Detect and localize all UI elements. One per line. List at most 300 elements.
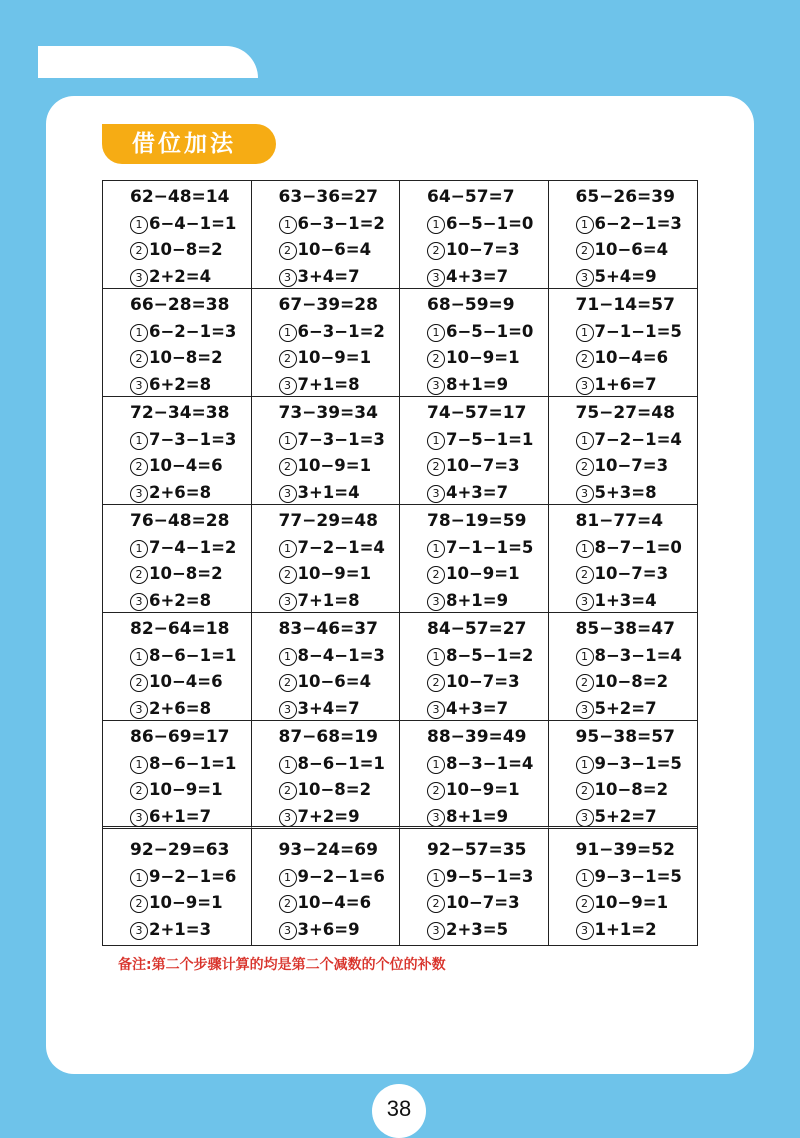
problem-equation: 76−48=28 xyxy=(130,511,230,531)
step-expression: 10−9=1 xyxy=(297,456,372,475)
step-line xyxy=(427,211,548,238)
top-tab-decoration xyxy=(38,46,258,78)
step-line xyxy=(576,372,698,399)
problem-cell xyxy=(400,721,549,829)
step-expression: 10−8=2 xyxy=(149,240,223,259)
step-line xyxy=(576,345,698,372)
step-line xyxy=(427,237,548,264)
step-expression: 8−7−1=0 xyxy=(594,537,682,557)
step-number-marker: 2 xyxy=(279,782,297,800)
step-line xyxy=(279,864,400,891)
step-expression: 10−8=2 xyxy=(594,672,669,691)
step-line xyxy=(279,319,400,346)
step-line xyxy=(130,890,251,917)
step-line xyxy=(576,561,698,588)
step-number-marker: 3 xyxy=(130,593,148,611)
step-number-marker: 3 xyxy=(576,377,594,395)
step-line xyxy=(130,864,251,891)
step-expression: 7−3−1=3 xyxy=(297,429,385,449)
step-line xyxy=(279,588,400,615)
problem-equation: 92−57=35 xyxy=(427,840,527,860)
footnote: 备注:第二个步骤计算的均是第二个减数的个位的补数 xyxy=(118,957,446,973)
problem-cell xyxy=(252,505,401,613)
problem-cell xyxy=(400,829,549,945)
step-line xyxy=(576,804,698,831)
step-expression: 5+3=8 xyxy=(594,482,657,502)
step-line xyxy=(427,669,548,696)
step-line xyxy=(279,237,400,264)
problem-equation: 73−39=34 xyxy=(278,403,378,423)
step-line xyxy=(427,751,548,778)
step-expression: 9−2−1=6 xyxy=(297,866,385,886)
step-expression: 7+2=9 xyxy=(297,806,360,826)
step-number-marker: 2 xyxy=(427,350,445,368)
step-expression: 3+4=7 xyxy=(297,266,360,286)
step-line xyxy=(576,453,698,480)
problem-cell xyxy=(549,505,698,613)
step-number-marker: 2 xyxy=(279,674,297,692)
step-number-marker: 1 xyxy=(279,648,297,666)
step-number-marker: 2 xyxy=(279,895,297,913)
worksheet-title: 借位加法 xyxy=(102,124,276,164)
step-line xyxy=(427,453,548,480)
step-number-marker: 3 xyxy=(427,922,445,940)
step-expression: 2+6=8 xyxy=(149,482,212,502)
step-number-marker: 1 xyxy=(130,216,148,234)
step-number-marker: 3 xyxy=(576,701,594,719)
step-expression: 10−8=2 xyxy=(149,348,223,367)
problem-equation: 68−59=9 xyxy=(427,295,515,315)
step-number-marker: 1 xyxy=(279,324,297,342)
step-number-marker: 1 xyxy=(576,432,594,450)
problem-equation: 75−27=48 xyxy=(575,403,675,423)
step-expression: 7−1−1=5 xyxy=(446,537,534,557)
problem-equation: 84−57=27 xyxy=(427,619,527,639)
step-expression: 9−2−1=6 xyxy=(149,866,237,886)
step-number-marker: 1 xyxy=(427,540,445,558)
step-line xyxy=(130,319,251,346)
step-line xyxy=(279,535,400,562)
step-expression: 10−7=3 xyxy=(446,240,520,259)
step-line xyxy=(576,890,698,917)
step-expression: 7−1−1=5 xyxy=(594,321,682,341)
step-expression: 6+2=8 xyxy=(149,374,212,394)
step-number-marker: 2 xyxy=(279,242,297,260)
step-number-marker: 3 xyxy=(427,485,445,503)
step-number-marker: 3 xyxy=(576,593,594,611)
step-expression: 5+2=7 xyxy=(594,806,657,826)
step-number-marker: 3 xyxy=(427,701,445,719)
step-expression: 5+2=7 xyxy=(594,698,657,718)
problem-cell xyxy=(252,289,401,397)
step-number-marker: 1 xyxy=(130,869,148,887)
step-number-marker: 3 xyxy=(130,485,148,503)
step-expression: 1+1=2 xyxy=(594,919,657,939)
step-expression: 5+4=9 xyxy=(594,266,657,286)
step-line xyxy=(130,804,251,831)
step-expression: 2+2=4 xyxy=(149,266,212,286)
step-expression: 10−4=6 xyxy=(594,348,669,367)
step-line xyxy=(279,777,400,804)
step-number-marker: 1 xyxy=(576,216,594,234)
step-line xyxy=(130,588,251,615)
step-expression: 10−7=3 xyxy=(594,564,669,583)
step-expression: 4+3=7 xyxy=(446,266,509,286)
problem-equation: 67−39=28 xyxy=(278,295,378,315)
step-expression: 10−9=1 xyxy=(446,564,520,583)
problem-equation: 65−26=39 xyxy=(575,187,675,207)
step-expression: 7−2−1=4 xyxy=(297,537,385,557)
problem-equation: 91−39=52 xyxy=(575,840,675,860)
step-number-marker: 2 xyxy=(576,566,594,584)
step-line xyxy=(279,643,400,670)
step-expression: 9−3−1=5 xyxy=(594,753,682,773)
step-line xyxy=(427,480,548,507)
step-expression: 10−9=1 xyxy=(149,893,223,912)
step-line xyxy=(427,917,548,944)
step-line xyxy=(427,561,548,588)
step-number-marker: 3 xyxy=(279,922,297,940)
problem-equation: 88−39=49 xyxy=(427,727,527,747)
step-number-marker: 2 xyxy=(576,458,594,476)
step-line xyxy=(427,535,548,562)
step-line xyxy=(279,480,400,507)
step-number-marker: 1 xyxy=(576,540,594,558)
step-line xyxy=(279,211,400,238)
step-expression: 10−9=1 xyxy=(149,780,223,799)
step-expression: 6+1=7 xyxy=(149,806,212,826)
step-line xyxy=(576,427,698,454)
step-number-marker: 3 xyxy=(279,377,297,395)
step-line xyxy=(576,917,698,944)
step-expression: 10−8=2 xyxy=(149,564,223,583)
step-number-marker: 1 xyxy=(279,869,297,887)
step-line xyxy=(279,917,400,944)
step-expression: 8+1=9 xyxy=(446,374,509,394)
step-number-marker: 1 xyxy=(576,324,594,342)
step-number-marker: 2 xyxy=(576,782,594,800)
step-line xyxy=(427,696,548,723)
step-expression: 8−4−1=3 xyxy=(297,645,385,665)
step-line xyxy=(130,751,251,778)
step-expression: 2+1=3 xyxy=(149,919,212,939)
step-expression: 2+6=8 xyxy=(149,698,212,718)
step-line xyxy=(130,696,251,723)
step-number-marker: 2 xyxy=(427,242,445,260)
step-line xyxy=(576,264,698,291)
step-expression: 10−8=2 xyxy=(297,780,372,799)
problem-grid xyxy=(102,180,698,946)
step-expression: 4+3=7 xyxy=(446,698,509,718)
step-expression: 6−5−1=0 xyxy=(446,321,534,341)
step-expression: 10−6=4 xyxy=(297,240,372,259)
step-expression: 8−6−1=1 xyxy=(149,645,237,665)
problem-equation: 83−46=37 xyxy=(278,619,378,639)
step-line xyxy=(279,453,400,480)
step-number-marker: 2 xyxy=(130,674,148,692)
step-expression: 10−9=1 xyxy=(446,780,520,799)
step-number-marker: 1 xyxy=(279,756,297,774)
step-number-marker: 1 xyxy=(130,432,148,450)
step-line xyxy=(576,643,698,670)
step-number-marker: 3 xyxy=(427,377,445,395)
step-line xyxy=(130,535,251,562)
step-expression: 8+1=9 xyxy=(446,806,509,826)
problem-equation: 66−28=38 xyxy=(130,295,230,315)
step-expression: 8−5−1=2 xyxy=(446,645,534,665)
problem-cell xyxy=(103,721,252,829)
step-expression: 8−3−1=4 xyxy=(594,645,682,665)
step-number-marker: 3 xyxy=(279,593,297,611)
step-expression: 10−9=1 xyxy=(594,893,669,912)
step-number-marker: 3 xyxy=(279,809,297,827)
step-expression: 10−4=6 xyxy=(297,893,372,912)
step-number-marker: 1 xyxy=(576,648,594,666)
step-number-marker: 1 xyxy=(427,432,445,450)
problem-equation: 92−29=63 xyxy=(130,840,230,860)
step-line xyxy=(130,643,251,670)
step-expression: 10−7=3 xyxy=(594,456,669,475)
step-line xyxy=(279,696,400,723)
problem-cell xyxy=(103,613,252,721)
step-expression: 10−9=1 xyxy=(446,348,520,367)
problem-cell xyxy=(549,721,698,829)
step-number-marker: 2 xyxy=(427,782,445,800)
step-number-marker: 2 xyxy=(130,242,148,260)
step-expression: 7−4−1=2 xyxy=(149,537,237,557)
step-expression: 6−4−1=1 xyxy=(149,213,237,233)
step-number-marker: 2 xyxy=(576,674,594,692)
step-number-marker: 1 xyxy=(576,869,594,887)
step-expression: 1+6=7 xyxy=(594,374,657,394)
step-number-marker: 2 xyxy=(130,566,148,584)
step-line xyxy=(130,345,251,372)
step-line xyxy=(576,751,698,778)
step-expression: 10−9=1 xyxy=(297,348,372,367)
step-number-marker: 3 xyxy=(130,377,148,395)
step-line xyxy=(427,427,548,454)
step-number-marker: 3 xyxy=(427,593,445,611)
step-expression: 10−4=6 xyxy=(149,672,223,691)
step-expression: 7−2−1=4 xyxy=(594,429,682,449)
step-line xyxy=(427,890,548,917)
step-number-marker: 2 xyxy=(130,782,148,800)
problem-cell xyxy=(252,397,401,505)
step-number-marker: 2 xyxy=(130,895,148,913)
step-number-marker: 3 xyxy=(130,269,148,287)
step-line xyxy=(576,480,698,507)
step-line xyxy=(130,777,251,804)
step-line xyxy=(130,211,251,238)
step-number-marker: 2 xyxy=(427,566,445,584)
problem-cell xyxy=(252,181,401,289)
problem-cell xyxy=(400,181,549,289)
step-expression: 8−6−1=1 xyxy=(149,753,237,773)
problem-equation: 77−29=48 xyxy=(278,511,378,531)
step-number-marker: 1 xyxy=(427,648,445,666)
step-number-marker: 1 xyxy=(427,869,445,887)
problem-equation: 81−77=4 xyxy=(575,511,664,531)
step-number-marker: 2 xyxy=(576,242,594,260)
problem-equation: 74−57=17 xyxy=(427,403,527,423)
step-line xyxy=(130,561,251,588)
step-number-marker: 2 xyxy=(427,895,445,913)
step-line xyxy=(427,864,548,891)
step-line xyxy=(576,588,698,615)
step-line xyxy=(130,372,251,399)
step-expression: 1+3=4 xyxy=(594,590,657,610)
step-expression: 10−9=1 xyxy=(297,564,372,583)
step-line xyxy=(427,264,548,291)
step-expression: 8−6−1=1 xyxy=(297,753,385,773)
problem-equation: 64−57=7 xyxy=(427,187,515,207)
step-number-marker: 3 xyxy=(130,809,148,827)
step-number-marker: 1 xyxy=(427,216,445,234)
step-expression: 2+3=5 xyxy=(446,919,509,939)
problem-cell xyxy=(103,181,252,289)
step-line xyxy=(130,917,251,944)
step-expression: 10−7=3 xyxy=(446,893,520,912)
step-number-marker: 1 xyxy=(279,540,297,558)
step-line xyxy=(576,535,698,562)
problem-cell xyxy=(400,613,549,721)
step-number-marker: 3 xyxy=(279,485,297,503)
step-number-marker: 2 xyxy=(279,458,297,476)
step-expression: 8+1=9 xyxy=(446,590,509,610)
problem-equation: 71−14=57 xyxy=(575,295,675,315)
step-expression: 7+1=8 xyxy=(297,590,360,610)
step-expression: 10−6=4 xyxy=(594,240,669,259)
step-expression: 6−2−1=3 xyxy=(594,213,682,233)
step-number-marker: 2 xyxy=(279,566,297,584)
step-line xyxy=(427,319,548,346)
problem-equation: 85−38=47 xyxy=(575,619,675,639)
step-number-marker: 2 xyxy=(130,458,148,476)
step-number-marker: 3 xyxy=(576,485,594,503)
step-number-marker: 3 xyxy=(279,701,297,719)
step-number-marker: 2 xyxy=(130,350,148,368)
step-number-marker: 3 xyxy=(130,922,148,940)
problem-equation: 72−34=38 xyxy=(130,403,230,423)
problem-cell xyxy=(252,613,401,721)
step-number-marker: 2 xyxy=(576,350,594,368)
problem-cell xyxy=(549,181,698,289)
step-number-marker: 1 xyxy=(130,648,148,666)
step-line xyxy=(130,669,251,696)
step-number-marker: 3 xyxy=(576,809,594,827)
step-line xyxy=(427,643,548,670)
step-line xyxy=(279,804,400,831)
step-line xyxy=(427,588,548,615)
step-number-marker: 1 xyxy=(130,324,148,342)
step-number-marker: 1 xyxy=(130,540,148,558)
problem-cell xyxy=(103,289,252,397)
step-number-marker: 3 xyxy=(427,269,445,287)
step-number-marker: 3 xyxy=(427,809,445,827)
step-number-marker: 1 xyxy=(427,756,445,774)
step-expression: 7−3−1=3 xyxy=(149,429,237,449)
problem-equation: 82−64=18 xyxy=(130,619,230,639)
problem-cell xyxy=(549,613,698,721)
problem-cell xyxy=(400,397,549,505)
step-line xyxy=(279,890,400,917)
step-expression: 9−5−1=3 xyxy=(446,866,534,886)
page-number: 38 xyxy=(372,1084,426,1138)
step-line xyxy=(427,345,548,372)
step-number-marker: 1 xyxy=(576,756,594,774)
step-line xyxy=(576,777,698,804)
step-line xyxy=(130,427,251,454)
step-line xyxy=(130,264,251,291)
problem-cell xyxy=(103,505,252,613)
step-expression: 10−4=6 xyxy=(149,456,223,475)
step-line xyxy=(576,237,698,264)
problem-equation: 93−24=69 xyxy=(278,840,378,860)
step-expression: 9−3−1=5 xyxy=(594,866,682,886)
step-line xyxy=(427,777,548,804)
step-line xyxy=(130,480,251,507)
step-expression: 6−5−1=0 xyxy=(446,213,534,233)
problem-cell xyxy=(400,505,549,613)
step-expression: 7+1=8 xyxy=(297,374,360,394)
step-expression: 4+3=7 xyxy=(446,482,509,502)
step-number-marker: 3 xyxy=(279,269,297,287)
step-number-marker: 2 xyxy=(427,458,445,476)
step-expression: 10−7=3 xyxy=(446,672,520,691)
problem-cell xyxy=(103,829,252,945)
step-expression: 3+4=7 xyxy=(297,698,360,718)
problem-equation: 95−38=57 xyxy=(575,727,675,747)
step-line xyxy=(279,264,400,291)
step-expression: 3+1=4 xyxy=(297,482,360,502)
problem-equation: 87−68=19 xyxy=(278,727,378,747)
step-number-marker: 2 xyxy=(427,674,445,692)
step-expression: 7−5−1=1 xyxy=(446,429,534,449)
step-number-marker: 3 xyxy=(576,269,594,287)
problem-cell xyxy=(549,397,698,505)
step-line xyxy=(279,669,400,696)
step-number-marker: 2 xyxy=(279,350,297,368)
step-line xyxy=(576,864,698,891)
step-line xyxy=(279,427,400,454)
step-line xyxy=(576,211,698,238)
step-line xyxy=(576,696,698,723)
step-expression: 10−6=4 xyxy=(297,672,372,691)
step-expression: 10−7=3 xyxy=(446,456,520,475)
step-line xyxy=(279,345,400,372)
step-expression: 6−3−1=2 xyxy=(297,321,385,341)
step-line xyxy=(576,669,698,696)
step-expression: 6−3−1=2 xyxy=(297,213,385,233)
step-number-marker: 2 xyxy=(576,895,594,913)
problem-cell xyxy=(549,829,698,945)
problem-equation: 63−36=27 xyxy=(278,187,378,207)
step-line xyxy=(279,751,400,778)
step-number-marker: 3 xyxy=(130,701,148,719)
step-expression: 8−3−1=4 xyxy=(446,753,534,773)
step-number-marker: 1 xyxy=(279,432,297,450)
step-line xyxy=(279,372,400,399)
step-line xyxy=(130,237,251,264)
step-line xyxy=(427,804,548,831)
problem-cell xyxy=(549,289,698,397)
step-number-marker: 3 xyxy=(576,922,594,940)
problem-equation: 78−19=59 xyxy=(427,511,527,531)
step-number-marker: 1 xyxy=(130,756,148,774)
step-line xyxy=(279,561,400,588)
problem-equation: 86−69=17 xyxy=(130,727,230,747)
step-expression: 10−8=2 xyxy=(594,780,669,799)
